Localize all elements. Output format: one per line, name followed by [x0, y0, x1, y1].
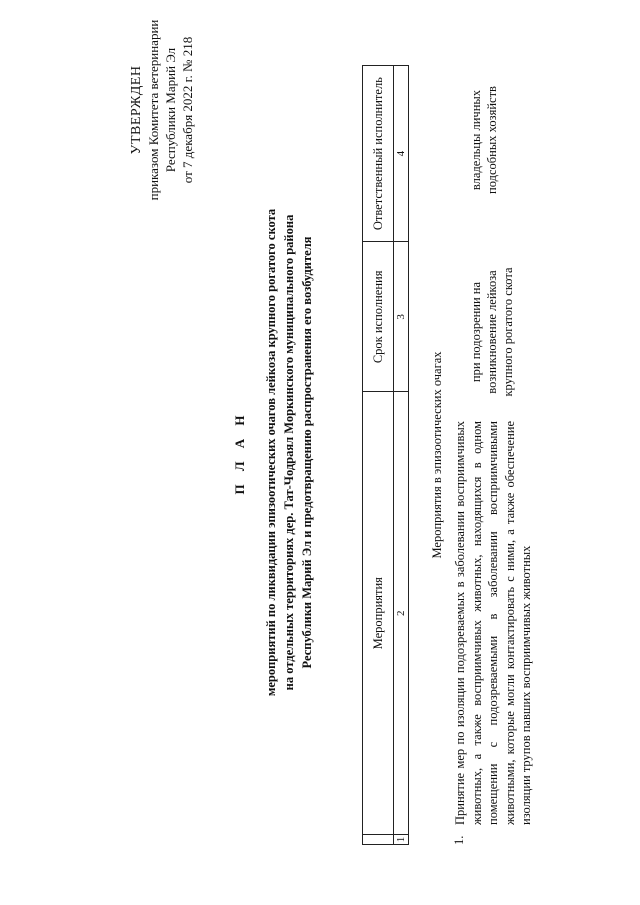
approval-stamp: [128, 10, 196, 210]
row-measure-text: Принятие мер по изоляции подозреваемых в заболевании восприимчивых животных, а также восприимчивых животных, находящихся в одном помещении с подозреваемыми в заболевании восприимчивыми животными, которые могли контактировать с ними, а также обеспечение изоляции трупов павших восприимчивых животных: [453, 421, 533, 825]
page-title: П Л А Н: [232, 410, 247, 495]
subtitle-line: мероприятий по ликвидации эпизоотических очагов лейкоза крупного рогатого скота: [264, 208, 278, 697]
column-number: 4: [394, 66, 409, 242]
section-title: Мероприятия в эпизоотических очагах: [430, 351, 444, 559]
plan-table: [362, 65, 409, 845]
row-number: 1.: [452, 835, 466, 845]
row-deadline: при подозрении на возникновение лейкоза крупного рогатого скота: [469, 267, 515, 397]
table-number-row: [394, 66, 409, 845]
column-number: 3: [394, 242, 409, 392]
subtitle-line: на отдельных территориях дер. Тат-Чодраял Моркинского муниципального района: [282, 214, 296, 691]
column-number: 1: [394, 835, 409, 845]
column-number: 2: [394, 392, 409, 835]
approval-order: приказом Комитета ветеринарии: [146, 19, 161, 201]
row-executor: владельцы личных подсобных хозяйств: [469, 86, 499, 194]
header-deadline: Срок исполнения: [363, 242, 394, 392]
approval-date: от 7 декабря 2022 г. № 218: [180, 36, 195, 184]
header-executor: Ответственный исполнитель: [363, 66, 394, 242]
header-measures: Мероприятия: [363, 392, 394, 835]
subtitle-line: Республики Марий Эл и предотвращению распространения его возбудителя: [300, 236, 314, 669]
approval-heading: УТВЕРЖДЕН: [129, 65, 144, 155]
table-header-row: [363, 66, 394, 845]
plan-subtitle: [262, 150, 316, 755]
header-num: [363, 835, 394, 845]
approval-republic: Республики Марий Эл: [163, 47, 178, 173]
